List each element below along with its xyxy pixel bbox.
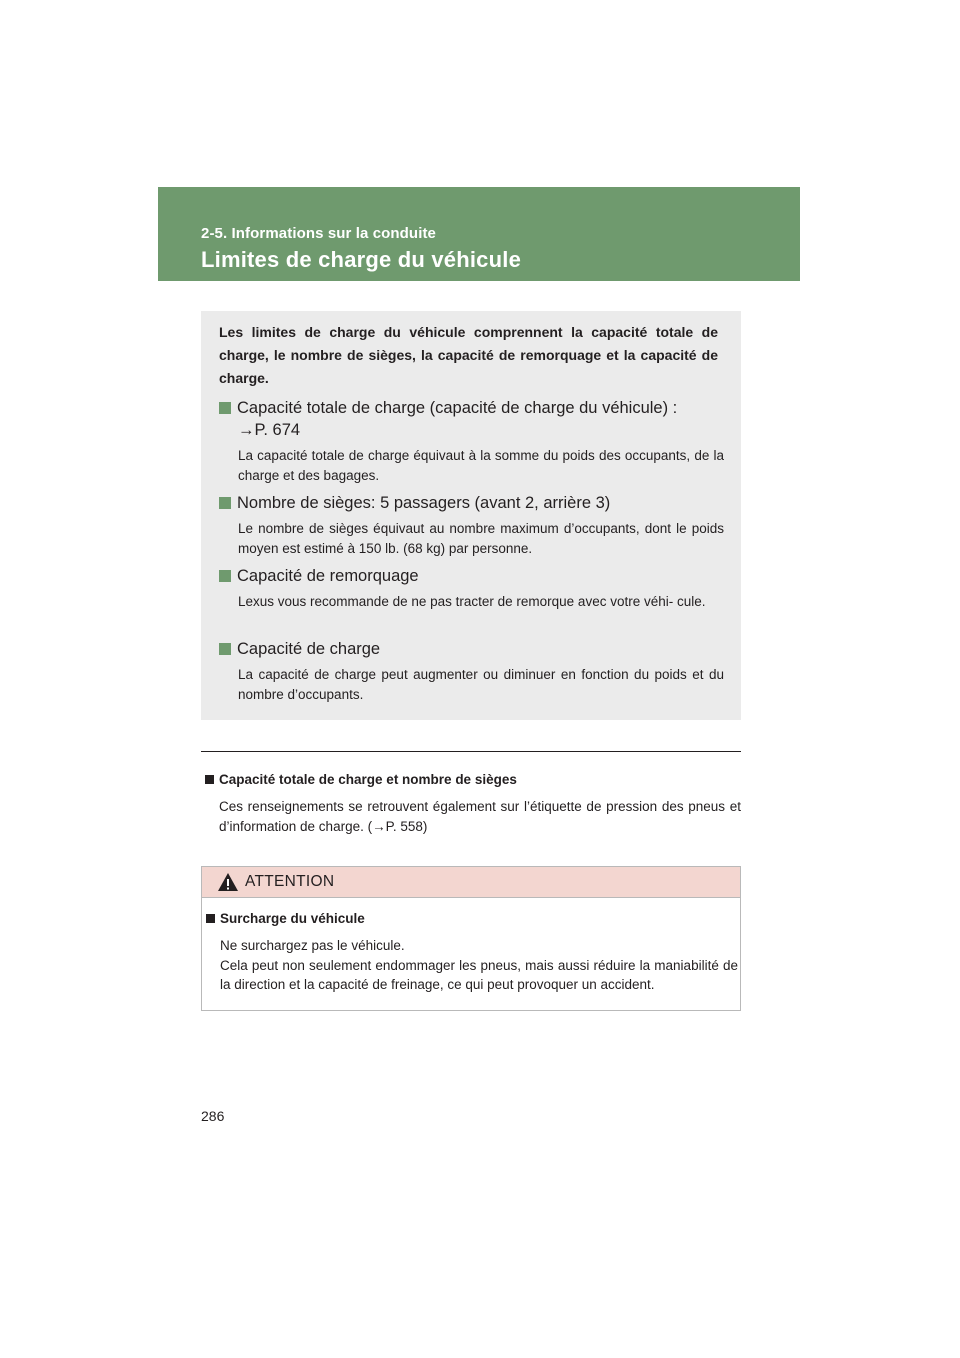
divider (201, 751, 741, 752)
attention-header (202, 867, 740, 898)
page-title: Limites de charge du véhicule (201, 247, 522, 272)
page-reference-link[interactable]: →P. 674 (238, 421, 301, 439)
attention-label: ATTENTION (245, 873, 335, 890)
attention-line-2: Cela peut non seulement endommager les pneus, mais aussi réduire la maniabilité de la direction et la capacité de freinage, ce qui peut provoquer un accident. (220, 957, 738, 992)
note-body: Ces renseignements se retrouvent également sur l’étiquette de pression des pneus et d’information de charge. (→P. 558) (219, 799, 741, 834)
item-title: Capacité de charge (219, 638, 724, 660)
attention-body (220, 936, 738, 995)
square-bullet-icon (219, 497, 231, 509)
square-bullet-icon (205, 775, 214, 784)
square-bullet-icon (219, 643, 231, 655)
item-title: Nombre de sièges: 5 passagers (avant 2, arrière 3) (219, 492, 724, 514)
section-label: 2-5. Informations sur la conduite (201, 225, 437, 242)
item-towing (219, 565, 724, 612)
attention-line-1: Ne surchargez pas le véhicule. (220, 938, 405, 953)
item-body: Le nombre de sièges équivaut au nombre maximum d’occupants, dont le poids moyen est estimé à 150 lb. (68 kg) par personne. (238, 521, 724, 556)
info-note (205, 771, 741, 836)
note-title: Capacité totale de charge et nombre de sièges (205, 771, 741, 789)
square-bullet-icon (219, 402, 231, 414)
attention-content (206, 910, 738, 995)
item-cargo (219, 638, 724, 704)
intro-text: Les limites de charge du véhicule comprennent la capacité totale de charge, le nombre de sièges, la capacité de remorquage et la capacité de charge. (219, 324, 718, 386)
attention-title: Surcharge du véhicule (206, 910, 738, 928)
item-body: La capacité totale de charge équivaut à la somme du poids des occupants, de la charge et des bagages. (238, 448, 724, 483)
item-body: La capacité de charge peut augmenter ou diminuer en fonction du poids et du nombre d’occupants. (238, 667, 724, 702)
item-total-capacity (219, 397, 724, 485)
chapter-header (158, 187, 800, 281)
summary-box (201, 311, 741, 720)
page-number: 286 (201, 1108, 225, 1124)
attention-box (201, 866, 741, 1011)
item-title: Capacité totale de charge (capacité de charge du véhicule) : (219, 397, 724, 419)
item-seating (219, 492, 724, 558)
warning-triangle-icon (217, 872, 239, 892)
item-title: Capacité de remorquage (219, 565, 724, 587)
item-body: Lexus vous recommande de ne pas tracter de remorque avec votre véhi- cule. (238, 594, 706, 609)
square-bullet-icon (219, 570, 231, 582)
square-bullet-icon (206, 914, 215, 923)
